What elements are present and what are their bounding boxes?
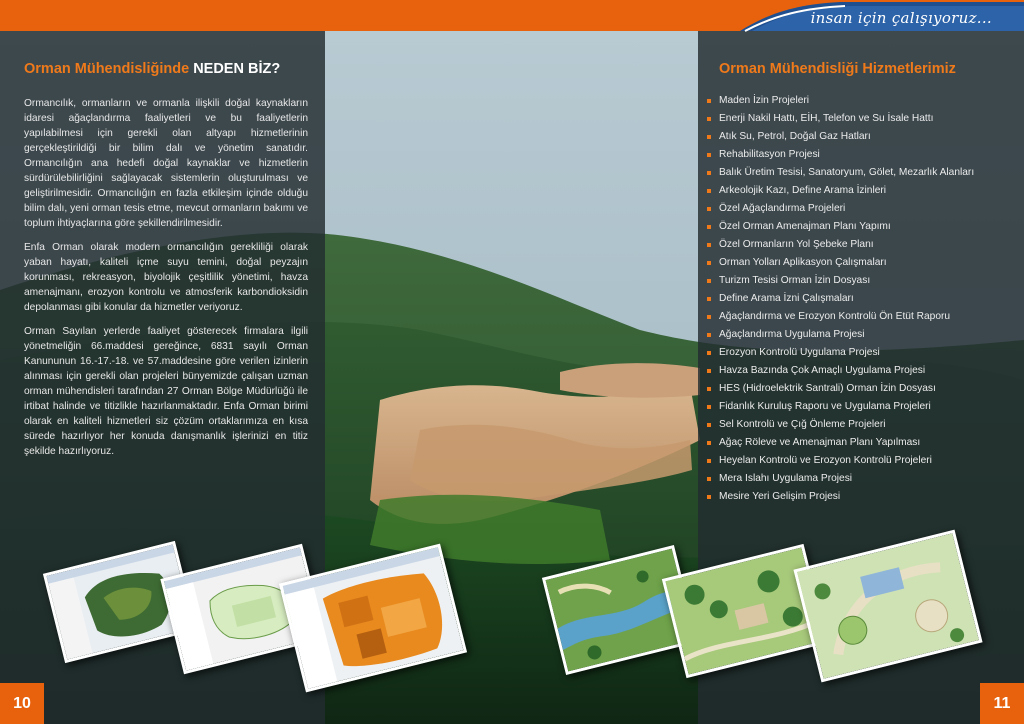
service-item: Mera Islahı Uygulama Projesi [706,470,1006,488]
service-item: Maden İzin Projeleri [706,92,1006,110]
service-item: Balık Üretim Tesisi, Sanatoryum, Gölet, Mezarlık Alanları [706,164,1006,182]
service-item: Ağaçlandırma ve Erozyon Kontrolü Ön Etüt Raporu [706,308,1006,326]
service-item: Fidanlık Kuruluş Raporu ve Uygulama Projeleri [706,398,1006,416]
left-title-emphasis: NEDEN BİZ? [193,61,281,77]
left-title [24,61,280,77]
service-item: Özel Orman Amenajman Planı Yapımı [706,218,1006,236]
service-item: Orman Yolları Aplikasyon Çalışmaları [706,254,1006,272]
service-item: Ağaçlandırma Uygulama Projesi [706,326,1006,344]
right-title: Orman Mühendisliği Hizmetlerimiz [719,61,956,77]
service-item: Erozyon Kontrolü Uygulama Projesi [706,344,1006,362]
service-item: Havza Bazında Çok Amaçlı Uygulama Projesi [706,362,1006,380]
service-item: Özel Ağaçlandırma Projeleri [706,200,1006,218]
service-item: Arkeolojik Kazı, Define Arama İzinleri [706,182,1006,200]
paragraph: Ormancılık, ormanların ve ormanla ilişkili doğal kaynakların idaresi ağaçlandırma faaliyetleri ve bu faaliyetlerin yapılabilmesi için gerekli olan altyapı hizmetlerinin gerçekleştirildiği bir bilim dalı ve yönetim sanatıdır. Ormancılığın ana hedefi doğal kaynaklar ve hizmetlerin sürdürülebilirliğini sağlayacak sistemlerin oluşturulması ve geliştirilmesidir. Ormancılığın en fazla etkileşim içinde olduğu bilim dalı, yeni orman tesis etme, mevcut ormanların bakımı ve toplum ihtiyaçlarına göre şekillendirilmesidir. [24,98,308,229]
service-item: Enerji Nakil Hattı, EİH, Telefon ve Su İsale Hattı [706,110,1006,128]
service-item: Ağaç Röleve ve Amenajman Planı Yapılması [706,434,1006,452]
left-body [24,96,308,468]
service-item: Özel Ormanların Yol Şebeke Planı [706,236,1006,254]
service-item: Heyelan Kontrolü ve Erozyon Kontrolü Projeleri [706,452,1006,470]
service-item: Define Arama İzni Çalışmaları [706,290,1006,308]
service-item: Mesire Yeri Gelişim Projesi [706,488,1006,506]
header-tagline: insan için çalışıyoruz... [810,9,992,27]
service-item: Turizm Tesisi Orman İzin Dosyası [706,272,1006,290]
services-list [706,92,1006,506]
service-item: Sel Kontrolü ve Çığ Önleme Projeleri [706,416,1006,434]
page-number-left: 10 [0,683,44,724]
paragraph: Orman Sayılan yerlerde faaliyet gösterecek firmalara ilgili yönetmeliğin 66.maddesi gereğince, 6831 sayılı Orman Kanununun 16.-17.-18. ve 57.maddesine göre verilen izinlerin alınması için gerekli olan projeleri bünyemizde çalışan uzman orman mühendisleri tarafından 27 Orman Bölge Müdürlüğü ile irtibat halinde ve titizlikle hazırlanmaktadır. Enfa Orman birimi olarak en kaliteli hizmetleri siz çözüm ortaklarımıza en kısa sürede hazırlıyor her konuda danışmanlık işlerinizi en titiz şekilde hazırlıyoruz. [24,326,308,457]
service-item: HES (Hidroelektrik Santrali) Orman İzin Dosyası [706,380,1006,398]
left-title-main: Orman Mühendisliğinde [24,61,194,77]
service-item: Rehabilitasyon Projesi [706,146,1006,164]
page-number-right: 11 [980,683,1024,724]
paragraph: Enfa Orman olarak modern ormancılığın gerekliliği olarak yaban hayatı, kaliteli içme suyu temini, doğal peyzajın korunması, rekreasyon, biyolojik çeşitlilik yönetimi, havza amenajmanı, erozyon kontrolu ve atmosferik karbondioksidin depolanması gibi konular da hizmetler veriyoruz. [24,242,308,313]
service-item: Atık Su, Petrol, Doğal Gaz Hatları [706,128,1006,146]
